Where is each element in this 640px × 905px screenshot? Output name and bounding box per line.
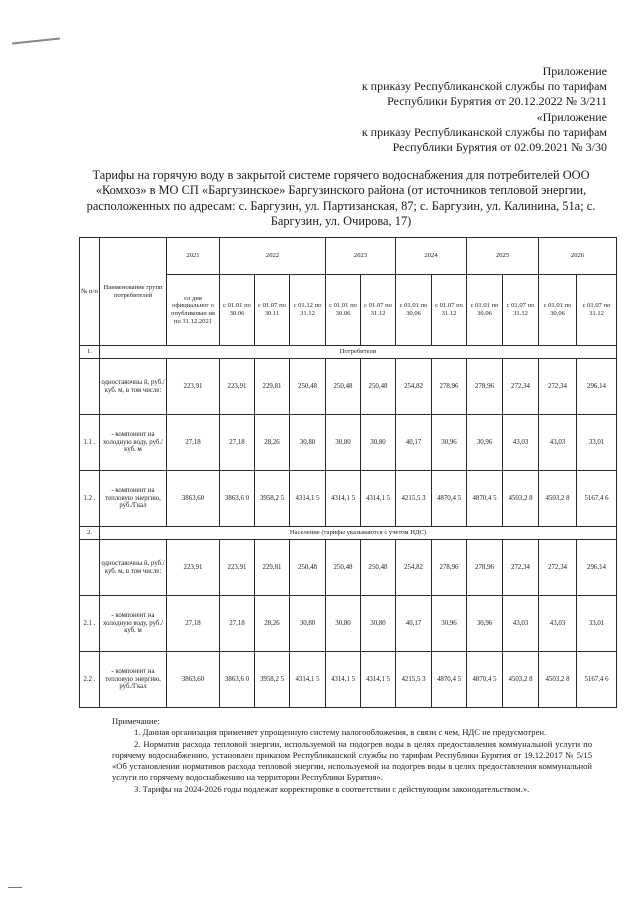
tariff-value: 254,82 <box>396 540 432 596</box>
tariff-value: 296,14 <box>577 359 617 415</box>
section-row <box>80 527 617 540</box>
header-period: с 01.01 по 30.06 <box>396 275 432 346</box>
tariff-value: 3863,6 0 <box>220 652 255 708</box>
table-row <box>80 471 617 527</box>
tariff-value: 3863,60 <box>167 652 220 708</box>
tariff-value: 4314,1 5 <box>290 652 326 708</box>
table-row <box>80 540 617 596</box>
header-period: с 01.07 по 31.12 <box>361 275 396 346</box>
header-period: с 01.07 по 31.12 <box>432 275 467 346</box>
row-consumer-name: одноставочны й, руб./ куб. м, в том числе: <box>100 359 167 415</box>
tariff-value: 223,91 <box>220 359 255 415</box>
tariff-value: 4314,1 5 <box>326 471 361 527</box>
row-number: 1.2 . <box>80 471 100 527</box>
tariff-value: 250,48 <box>326 359 361 415</box>
tariff-value: 4870,4 5 <box>432 471 467 527</box>
tariff-value: 4215,5 3 <box>396 652 432 708</box>
tariff-value: 33,01 <box>577 596 617 652</box>
tariff-value: 40,17 <box>396 596 432 652</box>
header-year: 2026 <box>539 238 617 275</box>
row-consumer-name: одноставочны й, руб./ куб. м, в том числе: <box>100 540 167 596</box>
row-consumer-name: - компонент на тепловую энергию, руб./Гкал <box>100 471 167 527</box>
tariff-value: 250,48 <box>290 359 326 415</box>
tariff-value: 4503,2 8 <box>539 652 577 708</box>
section-title: Население (тарифы указываются с учетом НДС) <box>100 527 617 540</box>
tariff-value: 272,34 <box>539 359 577 415</box>
tariff-value: 43,03 <box>503 415 539 471</box>
row-number: 2.1 . <box>80 596 100 652</box>
tariff-value: 278,96 <box>467 359 503 415</box>
tariff-value: 28,26 <box>255 596 290 652</box>
row-number <box>80 540 100 596</box>
appendix-line: Республики Бурятия от 20.12.2022 № 3/211 <box>387 94 607 109</box>
tariff-value: 296,14 <box>577 540 617 596</box>
tariff-value: 43,03 <box>539 415 577 471</box>
document-title: Тарифы на горячую воду в закрытой системе горячего водоснабжения для потребителей ООО «Комхоз» в МО СП «Баргузинское» Баргузинского района (от источников тепловой энергии, расположенных по адресам: с. Баргузин, ул. Партизанская, 87; с. Баргузин, ул. Калинина, 51а; с. Баргузин, ул. Очирова, 17) <box>86 168 596 229</box>
tariff-value: 30,96 <box>467 596 503 652</box>
tariff-value: 27,18 <box>220 415 255 471</box>
tariff-value: 223,91 <box>220 540 255 596</box>
appendix-header <box>277 64 607 155</box>
tariff-value: 250,48 <box>326 540 361 596</box>
tariff-value: 33,01 <box>577 415 617 471</box>
tariff-value: 5167,4 6 <box>577 471 617 527</box>
header-number: № п/п <box>80 238 100 346</box>
tariff-value: 4503,2 8 <box>503 471 539 527</box>
tariff-value: 27,18 <box>167 596 220 652</box>
tariff-value: 4215,5 3 <box>396 471 432 527</box>
tariff-value: 30,80 <box>290 596 326 652</box>
tariff-table <box>79 237 617 708</box>
tariff-value: 43,03 <box>503 596 539 652</box>
tariff-value: 30,96 <box>432 596 467 652</box>
tariff-value: 30,96 <box>432 415 467 471</box>
header-year: 2025 <box>467 238 539 275</box>
header-year: 2022 <box>220 238 326 275</box>
tariff-value: 3958,2 5 <box>255 652 290 708</box>
tariff-value: 278,96 <box>467 540 503 596</box>
note-item: 3. Тарифы на 2024-2026 годы подлежат корректировке в соответствии с действующим законодательством.». <box>134 783 530 794</box>
header-period: со дня официальног о опубликован ия по 31.12.2021 <box>167 275 220 346</box>
table-row <box>80 652 617 708</box>
tariff-value: 40,17 <box>396 415 432 471</box>
section-title: Потребители <box>100 346 617 359</box>
tariff-value: 229,81 <box>255 540 290 596</box>
table-row <box>80 415 617 471</box>
appendix-line: к приказу Республиканской службы по тарифам <box>361 124 607 139</box>
header-period: с 01.12 по 31.12 <box>290 275 326 346</box>
tariff-value: 30,96 <box>467 415 503 471</box>
tariff-value: 4870,4 5 <box>467 471 503 527</box>
row-number <box>80 359 100 415</box>
appendix-line: к приказу Республиканской службы по тарифам <box>361 79 607 94</box>
tariff-value: 27,18 <box>167 415 220 471</box>
appendix-line: «Приложение <box>536 109 607 124</box>
tariff-value: 43,03 <box>539 596 577 652</box>
section-row <box>80 346 617 359</box>
tariff-value: 4314,1 5 <box>361 471 396 527</box>
section-number: 2. <box>80 527 100 540</box>
tariff-table-body <box>80 238 617 708</box>
tariff-value: 254,82 <box>396 359 432 415</box>
tariff-value: 30,80 <box>326 415 361 471</box>
header-year: 2021 <box>167 238 220 275</box>
notes-heading: Примечание: <box>112 716 160 726</box>
appendix-line: Приложение <box>542 64 607 78</box>
table-row <box>80 359 617 415</box>
header-period: с 01.01 по 30.06 <box>326 275 361 346</box>
tariff-value: 250,48 <box>361 359 396 415</box>
scan-artifact-mark <box>12 37 60 44</box>
tariff-value: 250,48 <box>290 540 326 596</box>
tariff-value: 30,80 <box>361 415 396 471</box>
appendix-line: Республики Бурятия от 02.09.2021 № 3/30 <box>392 140 607 155</box>
header-period: с 01.01 по 30.06 <box>539 275 577 346</box>
tariff-value: 3863,6 0 <box>220 471 255 527</box>
table-row <box>80 596 617 652</box>
header-year: 2023 <box>326 238 396 275</box>
tariff-value: 30,80 <box>290 415 326 471</box>
row-consumer-name: - компонент на холодную воду, руб./ куб. м <box>100 596 167 652</box>
scan-artifact-mark-bottom <box>8 887 22 888</box>
tariff-value: 272,34 <box>539 540 577 596</box>
header-period: с 01.07 по 31.12 <box>577 275 617 346</box>
tariff-value: 4314,1 5 <box>361 652 396 708</box>
tariff-value: 3863,60 <box>167 471 220 527</box>
tariff-value: 250,48 <box>361 540 396 596</box>
tariff-value: 30,80 <box>326 596 361 652</box>
header-period: с 01.07 по 30.11 <box>255 275 290 346</box>
table-header-years <box>80 238 617 275</box>
tariff-value: 4870,4 5 <box>467 652 503 708</box>
note-item: 1. Данная организация применяет упрощенную систему налогообложения, в связи с чем, НДС не предусмотрен. <box>134 727 547 738</box>
row-consumer-name: - компонент на тепловую энергию, руб./Гкал <box>100 652 167 708</box>
note-item: 2. Норматив расхода тепловой энергии, используемой на подогрев воды в целях предоставления коммунальной услуги по горячему водоснабжению, установлен приказом Республиканской службы по тарифам Республики Бурятия от 19.12.2017 № 5/15 «Об установлении нормативов расхода тепловой энергии, используемой на подогрев воды в целях предоставления коммунальной услуги по горячему водоснабжению на территории Республики Бурятия». <box>112 738 592 783</box>
row-number: 2.2 . <box>80 652 100 708</box>
tariff-value: 27,18 <box>220 596 255 652</box>
tariff-value: 4870,4 5 <box>432 652 467 708</box>
tariff-value: 223,91 <box>167 540 220 596</box>
tariff-value: 4314,1 5 <box>326 652 361 708</box>
tariff-value: 30,80 <box>361 596 396 652</box>
header-period: с 01.01 по 30.06 <box>220 275 255 346</box>
header-period: с 01.07 по 31.12 <box>503 275 539 346</box>
tariff-value: 278,96 <box>432 540 467 596</box>
tariff-value: 28,26 <box>255 415 290 471</box>
tariff-value: 3958,2 5 <box>255 471 290 527</box>
tariff-value: 4503,2 8 <box>539 471 577 527</box>
row-number: 1.1 . <box>80 415 100 471</box>
tariff-value: 272,34 <box>503 359 539 415</box>
tariff-value: 4503,2 8 <box>503 652 539 708</box>
tariff-value: 272,34 <box>503 540 539 596</box>
header-consumer-group: Наименование групп потребителей <box>100 238 167 346</box>
tariff-value: 5167,4 6 <box>577 652 617 708</box>
header-year: 2024 <box>396 238 467 275</box>
tariff-value: 229,81 <box>255 359 290 415</box>
tariff-value: 278,96 <box>432 359 467 415</box>
tariff-value: 4314,1 5 <box>290 471 326 527</box>
header-period: с 01.01 по 30.06 <box>467 275 503 346</box>
notes-block <box>112 716 592 795</box>
section-number: 1. <box>80 346 100 359</box>
tariff-value: 223,91 <box>167 359 220 415</box>
row-consumer-name: - компонент на холодную воду, руб./ куб. м <box>100 415 167 471</box>
